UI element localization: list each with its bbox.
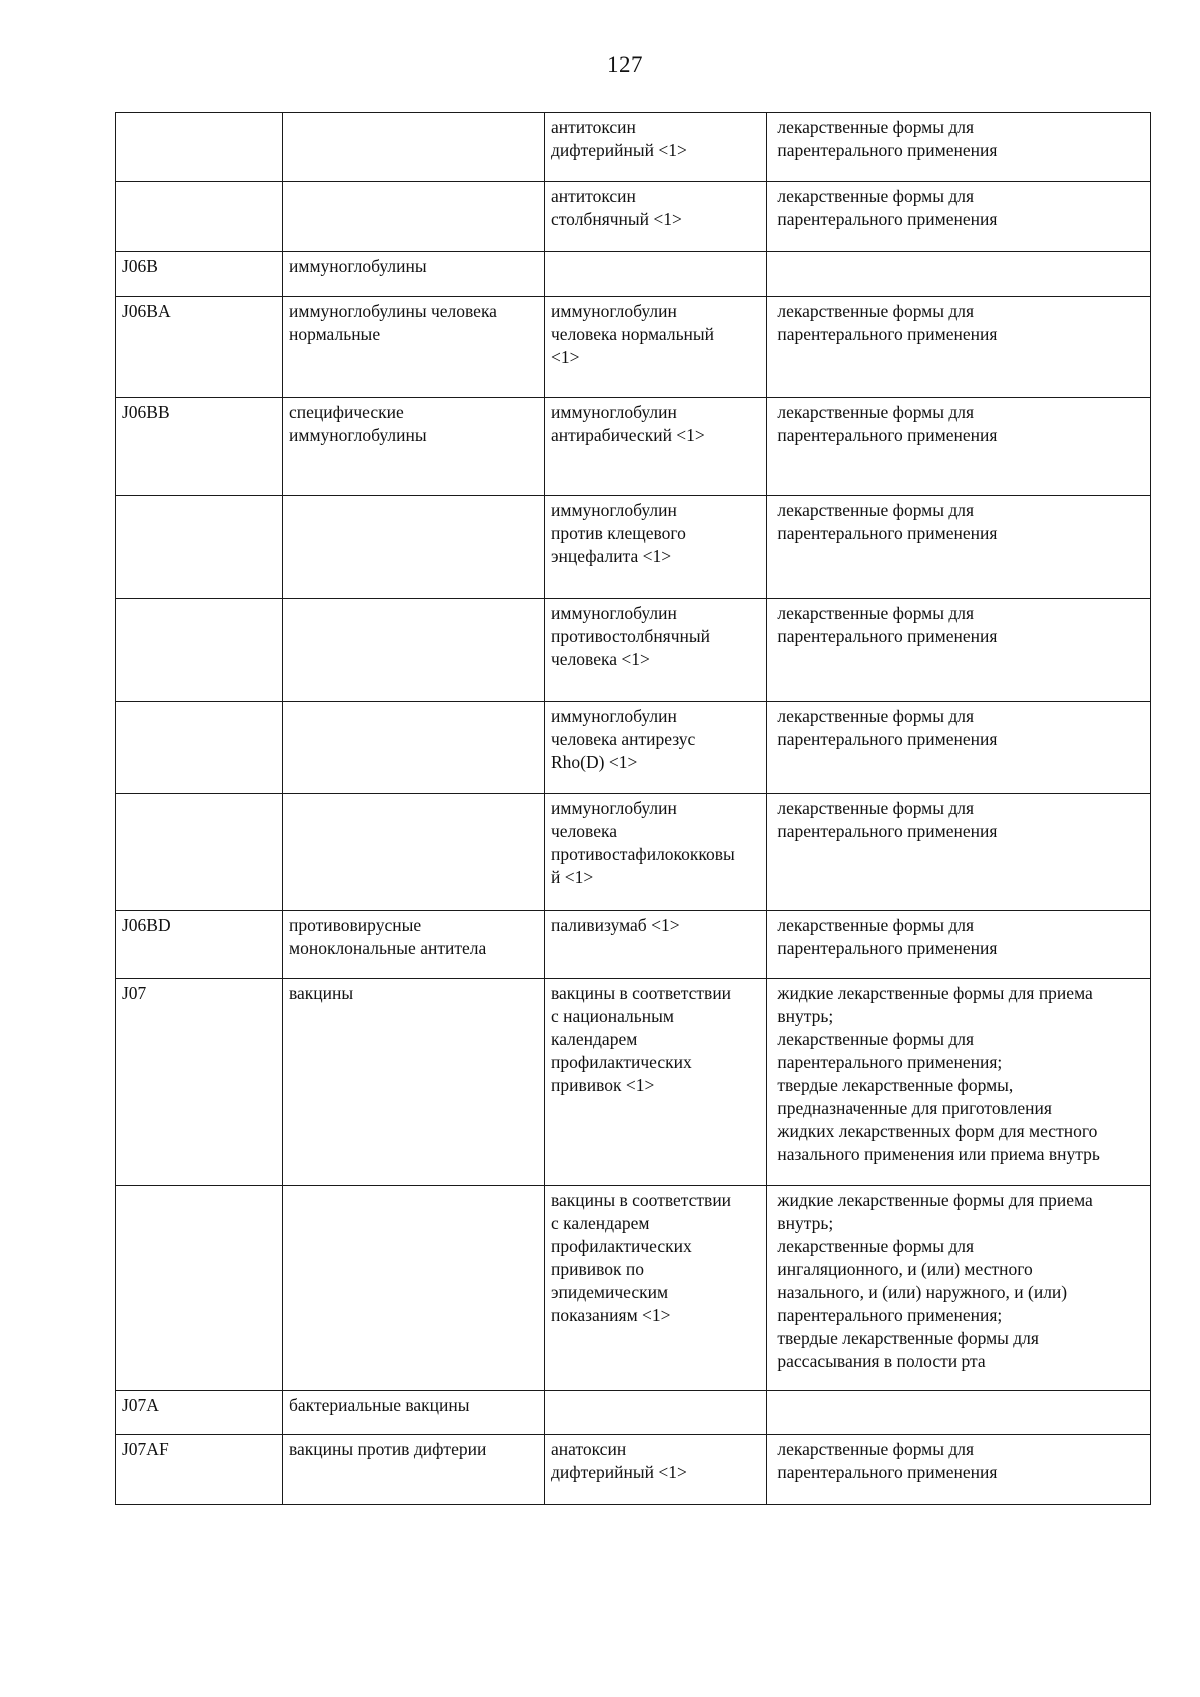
dosage-form-line: лекарственные формы для xyxy=(777,1236,975,1256)
drug-name-cell xyxy=(545,1435,767,1505)
dosage-form-line: жидкие лекарственные формы для приема xyxy=(777,983,1093,1003)
dosage-form-line: парентерального применения xyxy=(777,729,998,749)
dosage-form-cell xyxy=(767,1391,1151,1435)
dosage-form-line: парентерального применения; xyxy=(777,1305,1003,1325)
dosage-form-line: назального применения или приема внутрь xyxy=(777,1144,1100,1164)
dosage-form-cell xyxy=(767,599,1151,702)
drug-name-line: вакцины в соответствии xyxy=(551,983,732,1003)
dosage-form-cell xyxy=(767,113,1151,182)
table-row xyxy=(116,599,1151,702)
dosage-form-line: предназначенные для приготовления xyxy=(777,1098,1052,1118)
drug-name-line: иммуноглобулин xyxy=(551,301,677,321)
dosage-form-line: лекарственные формы для xyxy=(777,1029,975,1049)
atc-code-cell xyxy=(116,599,283,702)
drug-name-line: человека xyxy=(551,821,617,841)
anatomical-therapeutic-group-cell: бактериальные вакцины xyxy=(283,1391,545,1435)
drug-name-line: паливизумаб <1> xyxy=(551,915,680,935)
dosage-form-line: лекарственные формы для xyxy=(777,301,975,321)
table-row xyxy=(116,113,1151,182)
drug-name-line: против клещевого xyxy=(551,523,686,543)
drug-name-line: антитоксин xyxy=(551,186,636,206)
drug-name-line: противостолбнячный xyxy=(551,626,711,646)
drug-name-line: энцефалита <1> xyxy=(551,546,672,566)
dosage-form-line: лекарственные формы для xyxy=(777,798,975,818)
atc-code-cell xyxy=(116,113,283,182)
drug-name-line: профилактических xyxy=(551,1236,692,1256)
anatomical-therapeutic-group-cell xyxy=(283,496,545,599)
table-row xyxy=(116,1186,1151,1391)
dosage-form-cell xyxy=(767,1186,1151,1391)
drug-name-line: иммуноглобулин xyxy=(551,798,677,818)
dosage-form-line: парентерального применения xyxy=(777,523,998,543)
dosage-form-line: парентерального применения xyxy=(777,1462,998,1482)
dosage-form-cell xyxy=(767,182,1151,252)
dosage-form-cell xyxy=(767,252,1151,297)
anatomical-therapeutic-group-cell xyxy=(283,113,545,182)
atc-code-cell: J07 xyxy=(116,979,283,1186)
drug-name-cell xyxy=(545,702,767,794)
drug-name-line: человека нормальный xyxy=(551,324,715,344)
drug-name-line: профилактических xyxy=(551,1052,692,1072)
anatomical-therapeutic-group-cell xyxy=(283,1186,545,1391)
dosage-form-cell xyxy=(767,979,1151,1186)
drug-name-line: календарем xyxy=(551,1029,638,1049)
table-row xyxy=(116,1435,1151,1505)
dosage-form-line: лекарственные формы для xyxy=(777,186,975,206)
dosage-form-line: лекарственные формы для xyxy=(777,706,975,726)
drug-name-cell xyxy=(545,398,767,496)
atc-code-cell: J07A xyxy=(116,1391,283,1435)
drug-name-cell xyxy=(545,979,767,1186)
dosage-form-line: твердые лекарственные формы, xyxy=(777,1075,1014,1095)
drug-name-line: Rho(D) <1> xyxy=(551,752,638,772)
atc-code-cell xyxy=(116,794,283,911)
table-row xyxy=(116,252,1151,297)
dosage-form-line: жидких лекарственных форм для местного xyxy=(777,1121,1098,1141)
anatomical-therapeutic-group-cell: вакцины против дифтерии xyxy=(283,1435,545,1505)
drug-name-line: <1> xyxy=(551,347,580,367)
drug-name-line: человека <1> xyxy=(551,649,650,669)
table-row xyxy=(116,911,1151,979)
dosage-form-line: парентерального применения xyxy=(777,425,998,445)
dosage-form-line: лекарственные формы для xyxy=(777,500,975,520)
table-row xyxy=(116,496,1151,599)
drug-name-cell xyxy=(545,113,767,182)
table-row xyxy=(116,702,1151,794)
dosage-form-line: парентерального применения xyxy=(777,938,998,958)
dosage-form-cell xyxy=(767,702,1151,794)
drug-name-line: прививок <1> xyxy=(551,1075,655,1095)
table-row xyxy=(116,398,1151,496)
anatomical-therapeutic-group-cell: специфические иммуноглобулины xyxy=(283,398,545,496)
dosage-form-cell xyxy=(767,297,1151,398)
atc-code-cell: J06B xyxy=(116,252,283,297)
drug-name-cell xyxy=(545,496,767,599)
dosage-form-cell xyxy=(767,911,1151,979)
drug-name-line: анатоксин xyxy=(551,1439,627,1459)
drug-name-cell xyxy=(545,911,767,979)
anatomical-therapeutic-group-cell: иммуноглобулины человека нормальные xyxy=(283,297,545,398)
drug-name-line: антирабический <1> xyxy=(551,425,705,445)
table-body xyxy=(116,113,1151,1505)
drug-name-cell xyxy=(545,1391,767,1435)
table-row xyxy=(116,182,1151,252)
dosage-form-line: ингаляционного, и (или) местного xyxy=(777,1259,1033,1279)
dosage-form-line: лекарственные формы для xyxy=(777,117,975,137)
atc-code-cell xyxy=(116,496,283,599)
drug-name-line: человека антирезус xyxy=(551,729,696,749)
dosage-form-line: парентерального применения xyxy=(777,140,998,160)
dosage-form-cell xyxy=(767,1435,1151,1505)
page-number: 127 xyxy=(607,52,643,77)
anatomical-therapeutic-group-cell xyxy=(283,702,545,794)
drug-name-line: антитоксин xyxy=(551,117,636,137)
table-row xyxy=(116,1391,1151,1435)
table-row xyxy=(116,979,1151,1186)
dosage-form-line: рассасывания в полости рта xyxy=(777,1351,986,1371)
drug-name-cell xyxy=(545,297,767,398)
drug-name-line: противостафилококковы xyxy=(551,844,735,864)
drug-name-cell xyxy=(545,182,767,252)
drug-classification-table xyxy=(115,112,1151,1505)
table-row xyxy=(116,794,1151,911)
dosage-form-line: парентерального применения xyxy=(777,821,998,841)
dosage-form-line: лекарственные формы для xyxy=(777,1439,975,1459)
dosage-form-cell xyxy=(767,794,1151,911)
dosage-form-line: лекарственные формы для xyxy=(777,915,975,935)
atc-code-cell: J06BA xyxy=(116,297,283,398)
dosage-form-line: парентерального применения xyxy=(777,324,998,344)
drug-name-line: с национальным xyxy=(551,1006,674,1026)
drug-name-line: эпидемическим xyxy=(551,1282,669,1302)
drug-name-line: иммуноглобулин xyxy=(551,500,677,520)
dosage-form-line: лекарственные формы для xyxy=(777,402,975,422)
atc-code-cell xyxy=(116,702,283,794)
dosage-form-cell xyxy=(767,496,1151,599)
drug-name-line: прививок по xyxy=(551,1259,644,1279)
dosage-form-line: твердые лекарственные формы для xyxy=(777,1328,1039,1348)
atc-code-cell: J06BD xyxy=(116,911,283,979)
drug-name-line: с календарем xyxy=(551,1213,650,1233)
dosage-form-line: назального, и (или) наружного, и (или) xyxy=(777,1282,1068,1302)
dosage-form-line: лекарственные формы для xyxy=(777,603,975,623)
drug-name-line: й <1> xyxy=(551,867,594,887)
dosage-form-line: парентерального применения xyxy=(777,209,998,229)
drug-name-line: иммуноглобулин xyxy=(551,603,677,623)
drug-name-line: дифтерийный <1> xyxy=(551,140,687,160)
atc-code-cell xyxy=(116,182,283,252)
drug-name-line: показаниям <1> xyxy=(551,1305,671,1325)
anatomical-therapeutic-group-cell: иммуноглобулины xyxy=(283,252,545,297)
anatomical-therapeutic-group-cell xyxy=(283,182,545,252)
anatomical-therapeutic-group-cell xyxy=(283,599,545,702)
drug-name-cell xyxy=(545,599,767,702)
drug-name-cell xyxy=(545,252,767,297)
atc-code-cell xyxy=(116,1186,283,1391)
anatomical-therapeutic-group-cell xyxy=(283,794,545,911)
anatomical-therapeutic-group-cell: вакцины xyxy=(283,979,545,1186)
dosage-form-cell xyxy=(767,398,1151,496)
drug-name-line: иммуноглобулин xyxy=(551,402,677,422)
dosage-form-line: парентерального применения; xyxy=(777,1052,1003,1072)
anatomical-therapeutic-group-cell: противовирусные моноклональные антитела xyxy=(283,911,545,979)
drug-name-line: дифтерийный <1> xyxy=(551,1462,687,1482)
atc-code-cell: J06BB xyxy=(116,398,283,496)
drug-name-cell xyxy=(545,794,767,911)
drug-name-cell xyxy=(545,1186,767,1391)
drug-name-line: иммуноглобулин xyxy=(551,706,677,726)
dosage-form-line: парентерального применения xyxy=(777,626,998,646)
dosage-form-line: внутрь; xyxy=(777,1213,834,1233)
dosage-form-line: жидкие лекарственные формы для приема xyxy=(777,1190,1093,1210)
drug-name-line: столбнячный <1> xyxy=(551,209,682,229)
dosage-form-line: внутрь; xyxy=(777,1006,834,1026)
atc-code-cell: J07AF xyxy=(116,1435,283,1505)
drug-name-line: вакцины в соответствии xyxy=(551,1190,732,1210)
table-row xyxy=(116,297,1151,398)
